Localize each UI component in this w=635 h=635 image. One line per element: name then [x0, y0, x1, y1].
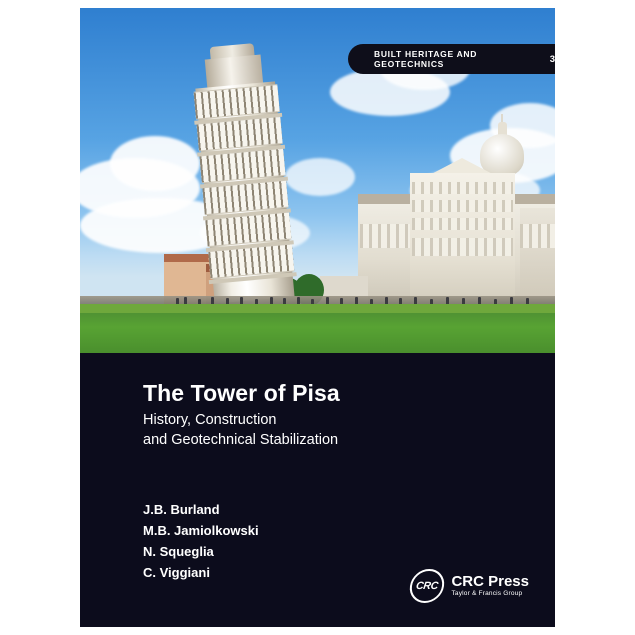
cathedral-side-building	[520, 208, 555, 304]
book-cover	[80, 8, 555, 627]
series-banner-label: BUILT HERITAGE AND GEOTECHNICS	[374, 49, 478, 69]
cloud-shape	[285, 158, 355, 196]
publisher-text	[451, 574, 529, 599]
author-name: M.B. Jamiolkowski	[143, 523, 259, 538]
crc-mark-icon	[408, 569, 447, 603]
cathedral-arcade-row	[360, 224, 410, 248]
cathedral-arcade-row	[412, 200, 513, 212]
crc-mark-text: CRC	[415, 580, 440, 592]
author-list	[143, 499, 259, 583]
cover-text-area	[80, 353, 555, 627]
cathedral-arcade-row	[412, 182, 513, 194]
publisher-tagline: Taylor & Francis Group	[451, 589, 523, 597]
author-name: J.B. Burland	[143, 502, 220, 517]
publisher-logo	[410, 569, 529, 603]
author-name: C. Viggiani	[143, 565, 210, 580]
cathedral-arcade-row	[412, 238, 513, 256]
book-title: The Tower of Pisa	[143, 380, 340, 406]
series-banner	[348, 44, 555, 74]
lawn	[80, 313, 555, 353]
author-name: N. Squeglia	[143, 544, 214, 559]
book-subtitle-line-1: History, Construction	[143, 412, 277, 428]
cloud-shape	[110, 136, 200, 191]
book-subtitle-line-2: and Geotechnical Stabilization	[143, 432, 339, 448]
book-subtitle	[143, 410, 338, 450]
publisher-name: CRC Press	[451, 572, 529, 590]
series-banner-number: 3	[549, 53, 555, 65]
cover-photograph	[80, 8, 555, 353]
cathedral-arcade-row	[412, 218, 513, 230]
cathedral-arcade-row	[520, 224, 555, 248]
